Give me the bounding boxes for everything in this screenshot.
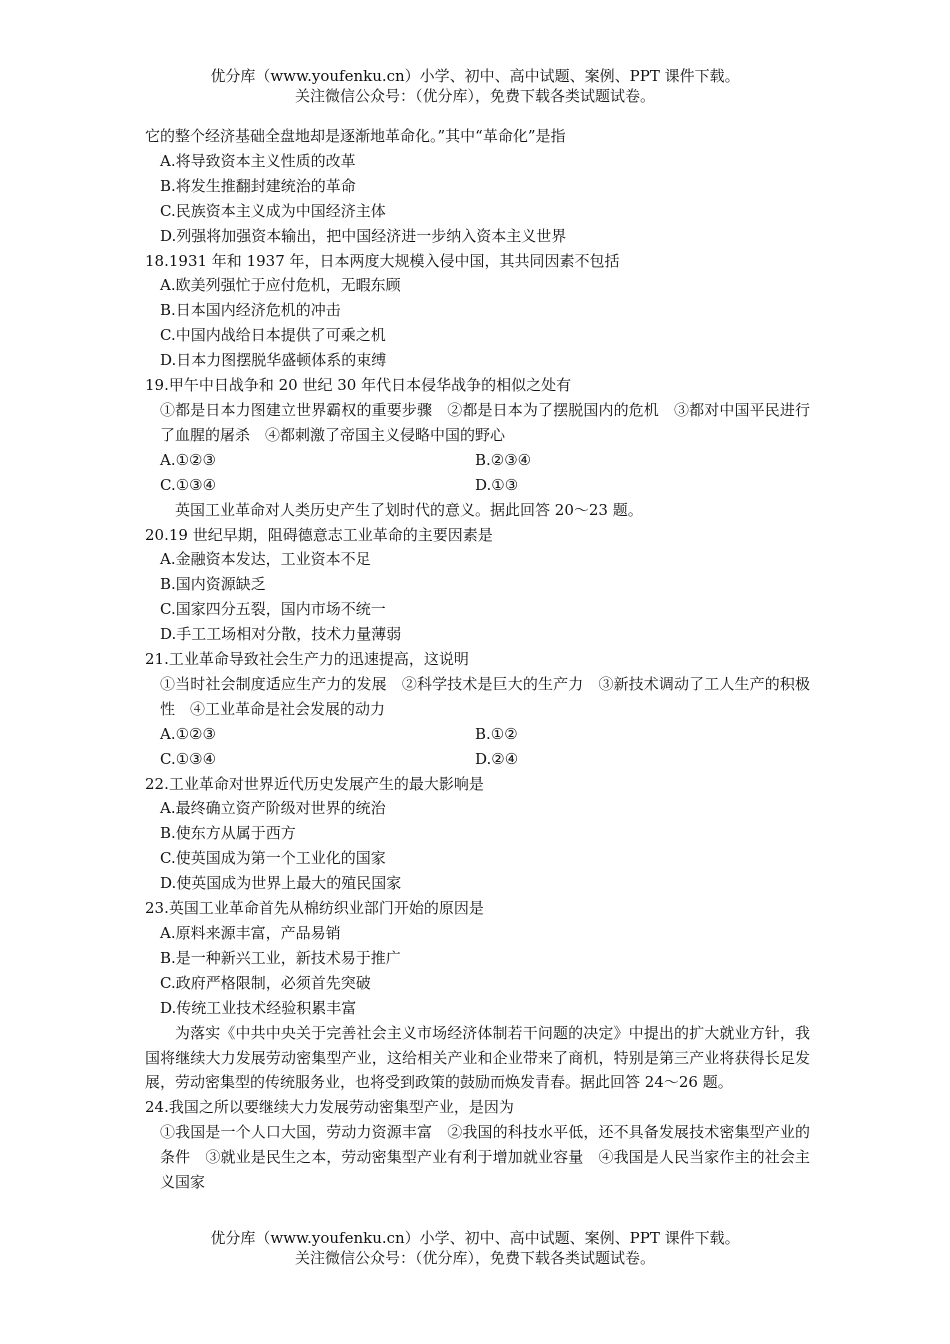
q17-option-c: C.民族资本主义成为中国经济主体 [160, 201, 386, 220]
q18-option-c: C.中国内战给日本提供了可乘之机 [160, 326, 386, 345]
q18-option-a: A.欧美列强忙于应付危机，无暇东顾 [160, 276, 401, 295]
q17-stem-continuation: 它的整个经济基础全盘地却是逐渐地革命化。”其中“革命化”是指 [145, 127, 566, 145]
q21-stem: 21.工业革命导致社会生产力的迅速提高，这说明 [145, 650, 469, 669]
q20-option-d: D.手工工场相对分散，技术力量薄弱 [160, 625, 402, 644]
page-footer [0, 1228, 950, 1268]
exam-content [145, 124, 810, 1195]
q20-option-b: B.国内资源缺乏 [160, 575, 266, 594]
page-header [0, 66, 950, 106]
q23-option-c: C.政府严格限制，必须首先突破 [160, 973, 371, 992]
q21-statements: ①当时社会制度适应生产力的发展 ②科学技术是巨大的生产力 ③新技术调动了工人生产的积极性 ④工业革命是社会发展的动力 [160, 674, 810, 718]
q19-option-a: A.①②③ [160, 450, 216, 469]
passage-intro-24-26: 为落实《中共中央关于完善社会主义市场经济体制若干问题的决定》中提出的扩大就业方针，我国将继续大力发展劳动密集型产业，这给相关产业和企业带来了商机，特别是第三产业将获得长足发展，劳动密集型的传统服务业，也将受到政策的鼓励而焕发青春。据此回答 24～26 题。 [145, 1023, 810, 1092]
q21-options-row-1 [145, 722, 810, 747]
footer-line-2: 关注微信公众号：（优分库），免费下载各类试题试卷。 [294, 1249, 655, 1267]
q20-option-a: A.金融资本发达，工业资本不足 [160, 550, 371, 569]
q19-option-c: C.①③④ [160, 475, 217, 494]
q17-option-d: D.列强将加强资本输出，把中国经济进一步纳入资本主义世界 [160, 226, 567, 245]
q19-stem: 19.甲午中日战争和 20 世纪 30 年代日本侵华战争的相似之处有 [145, 376, 572, 395]
q21-option-d: D.②④ [475, 749, 519, 768]
q23-stem: 23.英国工业革命首先从棉纺织业部门开始的原因是 [145, 899, 484, 918]
q22-option-a: A.最终确立资产阶级对世界的统治 [160, 799, 386, 818]
passage-intro-20-23: 英国工业革命对人类历史产生了划时代的意义。据此回答 20～23 题。 [175, 500, 643, 519]
q22-option-b: B.使东方从属于西方 [160, 824, 296, 843]
q19-options-row-2 [145, 473, 810, 498]
q20-option-c: C.国家四分五裂，国内市场不统一 [160, 600, 386, 619]
q21-option-b: B.①② [475, 724, 518, 743]
q21-options-row-2 [145, 747, 810, 772]
q18-option-d: D.日本力图摆脱华盛顿体系的束缚 [160, 351, 387, 370]
q21-option-a: A.①②③ [160, 724, 216, 743]
q17-option-b: B.将发生推翻封建统治的革命 [160, 176, 356, 195]
header-line-2: 关注微信公众号：（优分库），免费下载各类试题试卷。 [294, 87, 655, 105]
q18-stem: 18.1931 年和 1937 年，日本两度大规模入侵中国，其共同因素不包括 [145, 251, 620, 270]
q23-option-b: B.是一种新兴工业，新技术易于推广 [160, 948, 401, 967]
q22-stem: 22.工业革命对世界近代历史发展产生的最大影响是 [145, 774, 484, 793]
q24-statements: ①我国是一个人口大国，劳动力资源丰富 ②我国的科技水平低，还不具备发展技术密集型产业的条件 ③就业是民生之本，劳动密集型产业有利于增加就业容量 ④我国是人民当家作主的社会主义国家 [160, 1123, 810, 1192]
q22-option-d: D.使英国成为世界上最大的殖民国家 [160, 874, 402, 893]
q23-option-d: D.传统工业技术经验积累丰富 [160, 998, 357, 1017]
q19-statements: ①都是日本力图建立世界霸权的重要步骤 ②都是日本为了摆脱国内的危机 ③都对中国平民进行了血腥的屠杀 ④都刺激了帝国主义侵略中国的野心 [160, 400, 810, 444]
q19-option-b: B.②③④ [475, 450, 532, 469]
q24-stem: 24.我国之所以要继续大力发展劳动密集型产业，是因为 [145, 1098, 514, 1117]
q22-option-c: C.使英国成为第一个工业化的国家 [160, 849, 386, 868]
q23-option-a: A.原料来源丰富，产品易销 [160, 924, 341, 942]
header-line-1: 优分库（www.youfenku.cn）小学、初中、高中试题、案例、PPT 课件下载。 [210, 67, 740, 85]
q19-options-row-1 [145, 448, 810, 473]
footer-line-1: 优分库（www.youfenku.cn）小学、初中、高中试题、案例、PPT 课件下载。 [210, 1229, 740, 1247]
q17-option-a: A.将导致资本主义性质的改革 [160, 151, 356, 170]
q18-option-b: B.日本国内经济危机的冲击 [160, 301, 341, 320]
q20-stem: 20.19 世纪早期，阻碍德意志工业革命的主要因素是 [145, 525, 493, 544]
q19-option-d: D.①③ [475, 475, 519, 494]
q21-option-c: C.①③④ [160, 749, 217, 768]
